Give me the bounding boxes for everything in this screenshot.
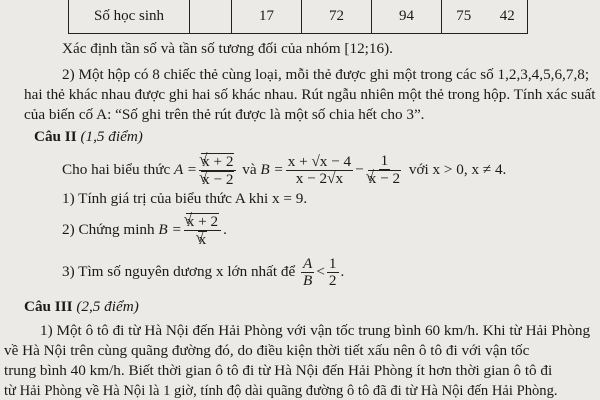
fraction-numerator: √ x + 2: [184, 213, 221, 231]
fraction-denominator: √ x: [196, 231, 210, 248]
part-2-text: 2) Chứng minh: [62, 221, 155, 238]
table-cell: [441, 0, 529, 33]
fraction-denominator: √ x − 2: [199, 171, 236, 188]
less-than-sign: <: [316, 263, 325, 280]
expression-a-label: A =: [174, 161, 198, 178]
table-row-label: Số học sinh: [93, 8, 164, 24]
cau-3-line: về Hà Nội trên cùng quãng đường đó, do điều kiện thời tiết xấu nên ô tô đi với vận tốc: [4, 342, 530, 359]
question-2-line: hai thẻ khác nhau được ghi hai số khác nhau. Rút ngẫu nhiên một thẻ trong hộp. Tính xác suất: [24, 86, 596, 103]
frequency-table-row: [68, 0, 528, 34]
part-2: [62, 210, 227, 250]
part-3-fraction-half: [327, 256, 339, 289]
period: .: [340, 263, 345, 280]
table-cell-value: 42: [499, 8, 515, 24]
expressions-line: [62, 150, 506, 190]
fraction-denominator: x − 2√x: [295, 169, 344, 187]
question-2-line: của biến cố A: “Số ghi trên thẻ rút được là một số chia hết cho 3”.: [24, 106, 425, 123]
fraction-numerator: x + √x − 4: [287, 152, 352, 170]
expression-b-label: B =: [158, 221, 182, 238]
table-cell: 72: [301, 0, 371, 33]
table-cell: 17: [231, 0, 301, 33]
section-title: Câu II: [34, 128, 77, 145]
part-1: 1) Tính giá trị của biểu thức A khi x = 9.: [62, 190, 308, 207]
period: .: [223, 221, 227, 238]
condition: với x > 0, x ≠ 4.: [408, 161, 507, 178]
expression-b-second: [366, 153, 403, 187]
table-cell-value: 75: [456, 8, 472, 24]
part-3: [62, 252, 344, 292]
fraction-denominator: B: [303, 271, 313, 289]
fraction-numerator: 1: [328, 254, 337, 272]
minus-sign: −: [355, 161, 364, 178]
fraction-denominator: 2: [328, 271, 337, 289]
cau-3-line: từ Hải Phòng về Hà Nội là 1 giờ, tính độ dài quãng đường ô tô đã đi từ Hà Nội đến Hải Phòng.: [4, 383, 558, 399]
expressions-intro: Cho hai biểu thức: [62, 161, 171, 178]
expression-b-first: [286, 154, 353, 187]
section-points: (1,5 điểm): [80, 128, 143, 145]
fraction-numerator: √ x + 2: [199, 153, 236, 171]
fraction-numerator: 1: [380, 152, 389, 169]
part-3-fraction-ab: [301, 256, 314, 289]
section-title: Câu III: [24, 298, 73, 315]
table-cell: [189, 0, 231, 33]
expression-a: [199, 153, 236, 188]
part-2-fraction: [184, 213, 221, 248]
cau-3-line: 1) Một ô tô đi từ Hà Nội đến Hải Phòng với vận tốc trung bình 60 km/h. Khi từ Hải Phòng: [40, 322, 591, 339]
fraction-numerator: A: [303, 254, 313, 272]
section-heading-cau-2: [34, 128, 143, 146]
fraction-denominator: √ x − 2: [366, 170, 403, 187]
expression-b-label: B =: [260, 161, 284, 178]
section-heading-cau-3: [24, 298, 139, 316]
question-1-task: Xác định tần số và tần số tương đối của nhóm [12;16).: [62, 40, 393, 57]
part-3-text: 3) Tìm số nguyên dương x lớn nhất để: [62, 263, 296, 280]
cau-3-line: trung bình 40 km/h. Biết thời gian ô tô đi từ Hà Nội đến Hải Phòng ít hơn thời gian ô tô đi: [4, 362, 553, 379]
question-2-line: 2) Một hộp có 8 chiếc thẻ cùng loại, mỗi thẻ được ghi một trong các số 1,2,3,4,5,6,7,8;: [62, 66, 590, 83]
section-points: (2,5 điểm): [76, 298, 139, 315]
table-cell: 94: [371, 0, 441, 33]
conjunction: và: [242, 161, 257, 178]
